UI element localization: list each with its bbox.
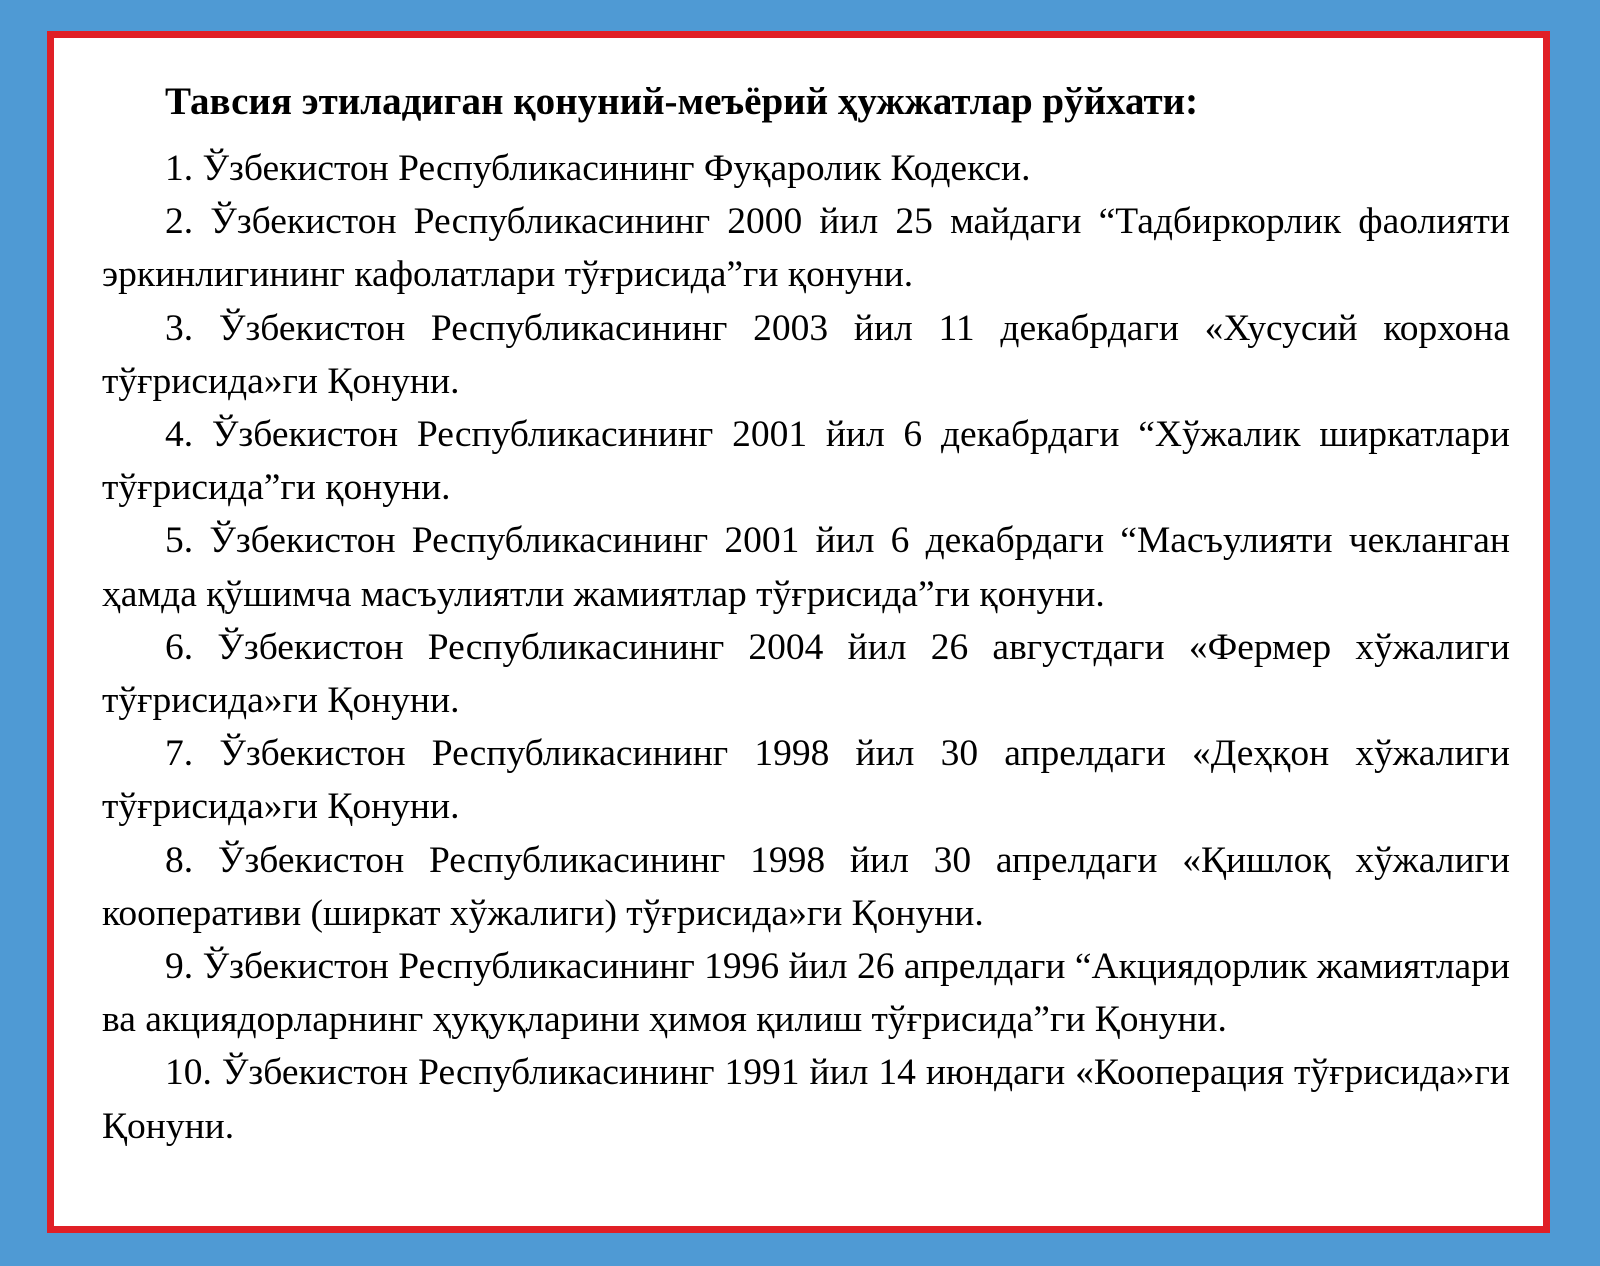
list-item-3: 3. Ўзбекистон Республикасининг 2003 йил 11 декабрдаги «Хусусий корхона тўғрисида»ги Қонуни. (102, 307, 1510, 402)
document-panel (47, 31, 1550, 1233)
list-item-6: 6. Ўзбекистон Республикасининг 2004 йил 26 августдаги «Фермер хўжалиги тўғрисида»ги Қонуни. (102, 626, 1510, 722)
list-item-7: 7. Ўзбекистон Республикасининг 1998 йил 30 апрелдаги «Деҳқон хўжалиги тўғрисида»ги Қонуни. (102, 733, 1510, 828)
list-item-9: 9. Ўзбекистон Республикасининг 1996 йил 26 апрелдаги “Акциядорлик жамиятлари ва акциядорларнинг ҳуқуқларини ҳимоя қилиш тўғрисида”ги Қонуни. (102, 946, 1510, 1041)
list-item-10: 10. Ўзбекистон Республикасининг 1991 йил 14 июндаги «Кооперация тўғрисида»ги Қонуни. (102, 1052, 1510, 1147)
list-item-8: 8. Ўзбекистон Республикасининг 1998 йил 30 апрелдаги «Қишлоқ хўжалиги кооперативи (ширкат хўжалиги) тўғрисида»ги Қонуни. (102, 839, 1510, 934)
document-title: Тавсия этиладиган қонуний-меъёрий ҳужжатлар рўйхати: (165, 80, 1199, 123)
list-item-2: 2. Ўзбекистон Республикасининг 2000 йил 25 майдаги “Тадбиркорлик фаолияти эркинлигининг кафолатлари тўғрисида”ги қонуни. (102, 201, 1510, 296)
list-item-4: 4. Ўзбекистон Республикасининг 2001 йил 6 декабрдаги “Хўжалик ширкатлари тўғрисида”ги қонуни. (102, 414, 1510, 509)
legal-documents-list (102, 142, 1510, 1153)
list-item-5: 5. Ўзбекистон Республикасининг 2001 йил 6 декабрдаги “Масъулияти чекланган ҳамда қўшимча масъулиятли жамиятлар тўғрисида”ги қонуни. (102, 520, 1510, 615)
list-item-1: 1. Ўзбекистон Республикасининг Фуқаролик Кодекси. (165, 148, 1031, 189)
document-content (102, 76, 1510, 1153)
